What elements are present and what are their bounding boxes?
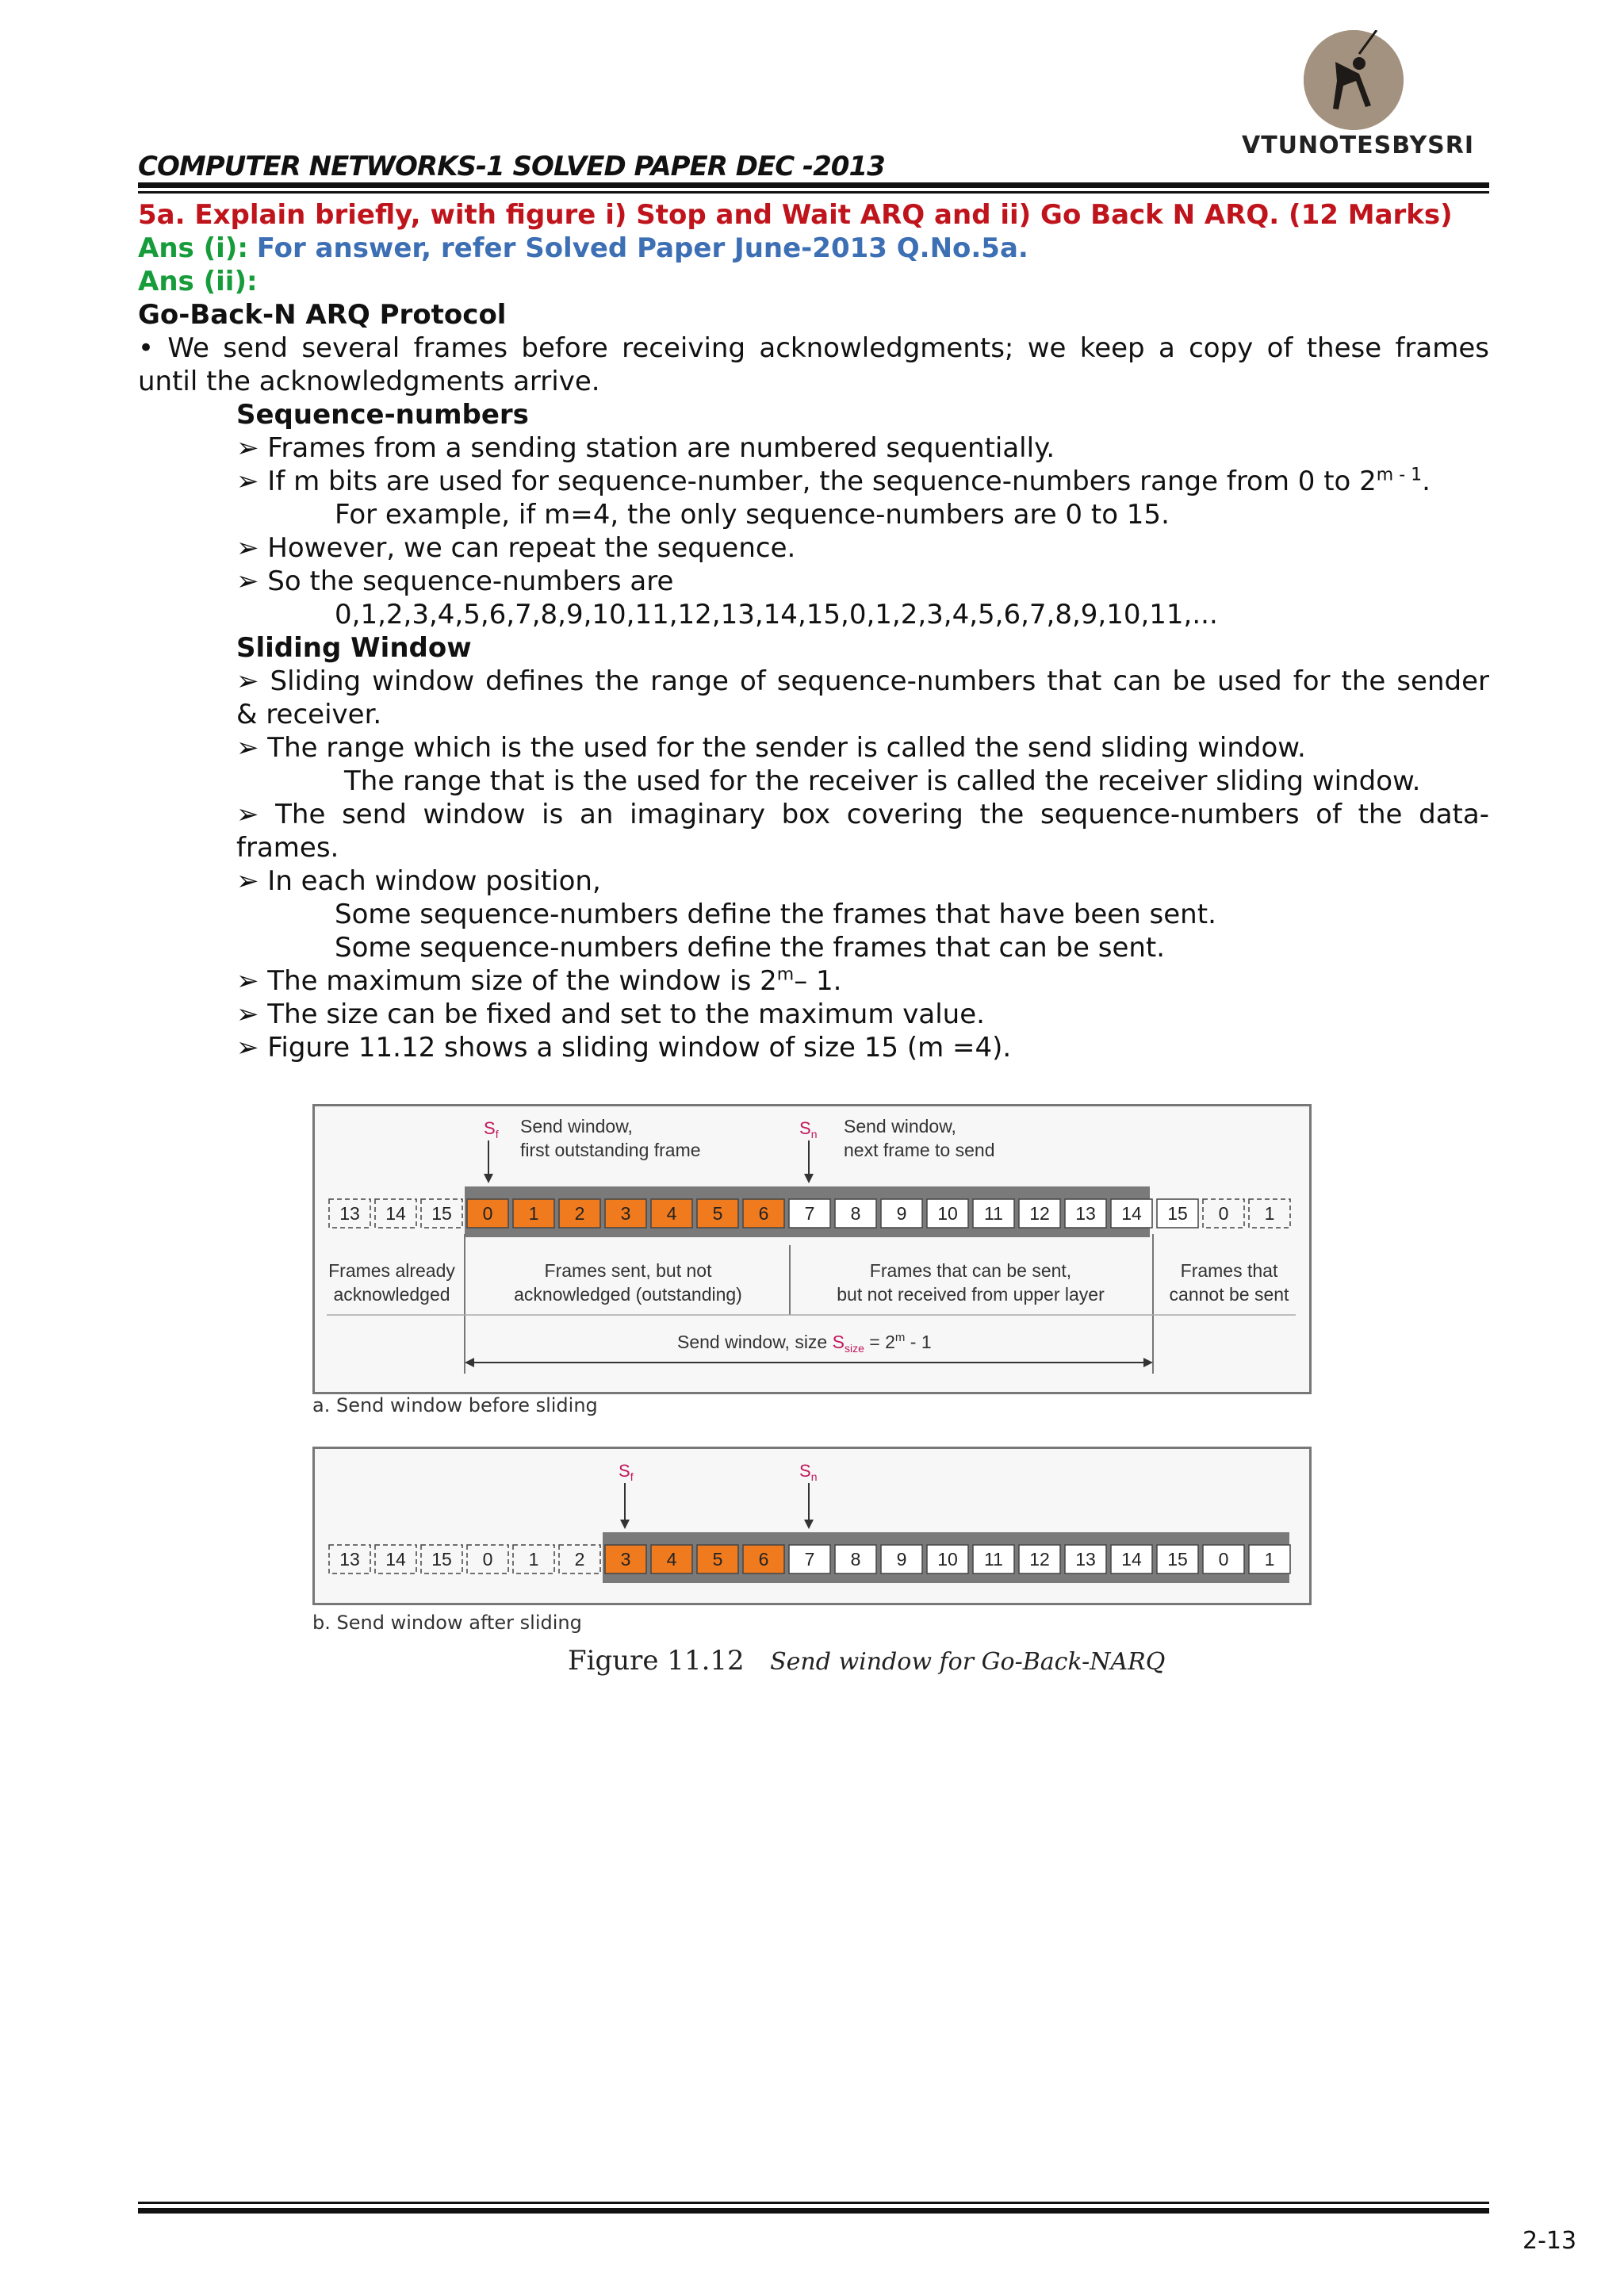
fig-a-sf-text-1: Send window, (520, 1116, 633, 1137)
fig-a-sf-text-2: first outstanding frame (520, 1140, 701, 1160)
fig-b-frame-cell-label: 15 (1167, 1549, 1188, 1570)
figure-b-caption: b. Send window after sliding (312, 1612, 582, 1634)
seq-bullet-4: ➢ So the sequence-numbers are (236, 565, 674, 597)
intro-line-2: until the acknowledgments arrive. (138, 366, 600, 397)
fig-a-frame-cell-label: 15 (431, 1203, 452, 1224)
fig-a-sn-symbol: $S_n$ (799, 1118, 818, 1140)
fig-b-frame-cell-label: 8 (850, 1549, 861, 1570)
sw-bullet-5 (236, 964, 841, 998)
fig-b-frame-cell-label: 2 (574, 1549, 585, 1570)
fig-b-frame-cell-label: 14 (385, 1549, 406, 1570)
fig-b-sn-arrowhead (804, 1520, 814, 1529)
fig-b-frame-cell-label: 0 (482, 1549, 493, 1570)
fig-a-frame-cell-label: 2 (574, 1203, 585, 1224)
seq-bullet-1: ➢ Frames from a sending station are numbered sequentially. (236, 432, 1055, 464)
fig-a-sn-text-2: next frame to send (844, 1140, 995, 1160)
answer-1-line (138, 232, 1028, 265)
climber-icon (1304, 30, 1404, 130)
fig-b-frame-cell-label: 11 (984, 1549, 1003, 1570)
sw-bullet-2: ➢ The range which is the used for the sender is called the send sliding window. (236, 732, 1306, 764)
fig-a-sf-arrowhead (484, 1174, 493, 1183)
fig-b-frame-cell-label: 13 (1075, 1549, 1096, 1570)
logo-text: VTUNOTESBYSRI (1242, 132, 1475, 159)
fig-b-sf-arrowhead (620, 1520, 630, 1529)
fig-a-sn-text-1: Send window, (844, 1116, 956, 1137)
footer-rule-thin (138, 2202, 1489, 2204)
fig-a-frame-cells (329, 1199, 1290, 1228)
fig-b-sn-symbol: $S_n$ (799, 1461, 818, 1483)
fig-a-frame-cell-label: 1 (528, 1203, 539, 1224)
header-rule-thin (138, 191, 1489, 194)
seq-bullet-2-text: ➢ If m bits are used for sequence-number, the sequence-numbers range from 0 to 2 (236, 466, 1377, 497)
sw-bullet-6: ➢ The size can be fixed and set to the maximum value. (236, 999, 985, 1030)
answer-2-label: Ans (ii): (138, 266, 258, 297)
fig-a-frame-cell-label: 13 (339, 1203, 360, 1224)
fig-a-frame-cell-label: 4 (666, 1203, 677, 1224)
fig-a-frame-cell-label: 15 (1167, 1203, 1188, 1224)
fig-a-frame-cell-label: 11 (984, 1203, 1003, 1224)
fig-a-size-label: Send window, size $S_{size} = 2^m - 1$ (677, 1331, 932, 1355)
fig-a-region-4-line-2: cannot be sent (1169, 1284, 1289, 1305)
header-rule-thick (138, 182, 1489, 188)
sw-bullet-1-line-2: & receiver. (236, 699, 382, 730)
page-header-title: COMPUTER NETWORKS-1 SOLVED PAPER DEC -2013 (138, 151, 885, 182)
fig-b-frame-cell-label: 0 (1218, 1549, 1229, 1570)
fig-b-sf-symbol: $S_f$ (619, 1461, 634, 1483)
intro-line-1: • We send several frames before receiving acknowledgments; we keep a copy of these frames (138, 332, 1489, 364)
fig-a-frame-cell-label: 8 (850, 1203, 861, 1224)
sw-bullet-5-text: ➢ The maximum size of the window is 2 (236, 965, 777, 997)
seq-number-list: 0,1,2,3,4,5,6,7,8,9,10,11,12,13,14,15,0,1,2,3,4,5,6,7,8,9,10,11,... (335, 599, 1218, 631)
fig-b-frame-cell-label: 1 (528, 1549, 539, 1570)
seq-bullet-3: ➢ However, we can repeat the sequence. (236, 532, 796, 564)
sw-bullet-3-line-1: ➢ The send window is an imaginary box covering the sequence-numbers of the data- (236, 799, 1489, 830)
sw-bullet-5-superscript: m (776, 964, 795, 985)
fig-a-frame-cell-label: 5 (712, 1203, 723, 1224)
fig-a-frame-cell-label: 7 (804, 1203, 815, 1224)
fig-a-region-4-line-1: Frames that (1180, 1260, 1278, 1281)
fig-b-frame-cell-label: 1 (1264, 1549, 1275, 1570)
figure-a-caption: a. Send window before sliding (312, 1394, 598, 1416)
answer-1-reference: For answer, refer Solved Paper June-2013 Q.No.5a. (256, 232, 1028, 264)
fig-a-region-3-line-2: but not received from upper layer (837, 1284, 1105, 1305)
fig-a-region-2-line-1: Frames sent, but not (544, 1260, 712, 1281)
fig-a-region-1-line-2: acknowledged (333, 1284, 450, 1305)
figure-a-diagram (312, 1104, 1312, 1394)
fig-a-frame-cell-label: 3 (620, 1203, 631, 1224)
fig-a-frame-cell-label: 12 (1029, 1203, 1050, 1224)
question-heading: 5a. Explain briefly, with figure i) Stop and Wait ARQ and ii) Go Back N ARQ. (12 Marks) (138, 199, 1453, 231)
fig-b-frame-cell-label: 4 (666, 1549, 677, 1570)
sw-bullet-2-sub: The range that is the used for the receiver is called the receiver sliding window. (344, 765, 1421, 797)
seq-bullet-2 (236, 465, 1431, 498)
fig-b-frame-cell-label: 10 (937, 1549, 958, 1570)
figure-caption-number: Figure 11.12 (568, 1645, 745, 1677)
fig-b-frame-cell-label: 5 (712, 1549, 723, 1570)
fig-a-frame-cell-label: 14 (385, 1203, 406, 1224)
seq-bullet-2-example: For example, if m=4, the only sequence-numbers are 0 to 15. (335, 499, 1170, 531)
fig-a-frame-cell-label: 1 (1264, 1203, 1275, 1224)
fig-a-frame-cell-label: 0 (1218, 1203, 1229, 1224)
figure-caption (568, 1645, 1165, 1677)
fig-b-frame-cell-label: 15 (431, 1549, 452, 1570)
sw-bullet-1-line-1: ➢ Sliding window defines the range of sequence-numbers that can be used for the sender (236, 665, 1489, 697)
fig-a-frame-cell-label: 13 (1075, 1203, 1096, 1224)
fig-a-frame-cell-label: 0 (482, 1203, 493, 1224)
fig-b-frame-cell-label: 3 (620, 1549, 631, 1570)
sliding-window-heading: Sliding Window (236, 632, 472, 664)
fig-b-frame-cell-label: 12 (1029, 1549, 1050, 1570)
fig-a-frame-cell-label: 9 (896, 1203, 907, 1224)
fig-b-frame-cell-label: 9 (896, 1549, 907, 1570)
fig-a-region-3-line-1: Frames that can be sent, (869, 1260, 1072, 1281)
seq-bullet-2-end: . (1422, 466, 1431, 497)
fig-a-frame-cell-label: 10 (937, 1203, 958, 1224)
seq-bullet-2-superscript: m - 1 (1376, 465, 1423, 485)
fig-b-frame-cell-label: 7 (804, 1549, 815, 1570)
footer-rule-thick (138, 2208, 1489, 2214)
fig-a-sn-arrowhead (804, 1174, 814, 1183)
section-title: Go-Back-N ARQ Protocol (138, 299, 507, 331)
sw-bullet-4: ➢ In each window position, (236, 865, 601, 897)
page-number: 2-13 (1522, 2227, 1577, 2255)
sw-bullet-7: ➢ Figure 11.12 shows a sliding window of size 15 (m =4). (236, 1032, 1012, 1064)
fig-a-region-2-line-2: acknowledged (outstanding) (514, 1284, 742, 1305)
fig-b-frame-cell-label: 6 (758, 1549, 769, 1570)
sw-bullet-4-sub-2: Some sequence-numbers define the frames that can be sent. (335, 932, 1166, 964)
sequence-numbers-heading: Sequence-numbers (236, 399, 529, 431)
fig-a-size-arrowhead-left (465, 1358, 474, 1367)
answer-1-label: Ans (i): (138, 232, 248, 264)
fig-a-frame-cell-label: 14 (1121, 1203, 1142, 1224)
figure-caption-text: Send window for Go-Back-NARQ (770, 1648, 1166, 1676)
fig-b-frame-cells (329, 1545, 1290, 1573)
sw-bullet-5-end: – 1. (794, 965, 842, 997)
logo-emblem (1304, 30, 1404, 130)
fig-a-region-1-line-1: Frames already (328, 1260, 455, 1281)
fig-b-frame-cell-label: 14 (1121, 1549, 1142, 1570)
sw-bullet-3-line-2: frames. (236, 832, 339, 864)
fig-a-sf-symbol: $S_f$ (484, 1118, 499, 1140)
sw-bullet-4-sub-1: Some sequence-numbers define the frames that have been sent. (335, 899, 1216, 930)
fig-a-frame-cell-label: 6 (758, 1203, 769, 1224)
fig-a-size-arrowhead-right (1143, 1358, 1153, 1367)
fig-b-frame-cell-label: 13 (339, 1549, 360, 1570)
figure-b-diagram (312, 1447, 1312, 1605)
